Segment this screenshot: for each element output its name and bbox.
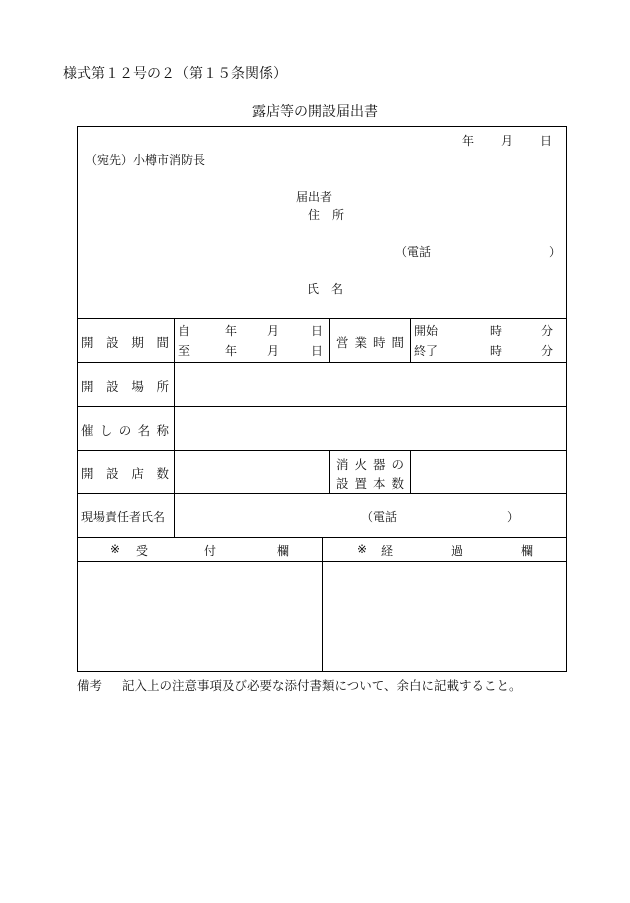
remarks [77, 676, 522, 694]
hours-end-label: 終了 [414, 344, 439, 358]
event-name-label: 催 し の 名 称 [81, 423, 169, 438]
period-to-prefix: 至 [178, 344, 191, 358]
address-label: 住 所 [308, 208, 345, 222]
reception-header-2: 付 [204, 544, 217, 558]
period-from-day: 日 [311, 324, 324, 338]
applicant-label: 届出者 [296, 190, 333, 204]
period-to-day: 日 [311, 344, 324, 358]
manager-phone-close: ） [507, 510, 520, 524]
date-month: 月 [501, 134, 514, 148]
divider-line [410, 450, 411, 493]
progress-header-3: 欄 [521, 544, 534, 558]
name-label: 氏 名 [307, 282, 344, 296]
stores-count-label: 開 設 店 数 [81, 466, 169, 481]
form-number: 様式第１２号の２（第１５条関係） [63, 66, 287, 82]
period-from-month: 月 [267, 324, 280, 338]
date-year: 年 [462, 134, 475, 148]
divider-line [77, 362, 567, 363]
hours-end-hour: 時 [490, 344, 503, 358]
period-from-prefix: 自 [178, 324, 191, 338]
phone-open: （電話 [395, 245, 432, 259]
period-to-year: 年 [225, 344, 238, 358]
phone-close: ） [549, 245, 562, 259]
progress-header-2: 過 [451, 544, 464, 558]
divider-line [77, 450, 567, 451]
extinguisher-label-line1: 消 火 器 の [336, 457, 404, 472]
period-from-year: 年 [225, 324, 238, 338]
divider-line [77, 493, 567, 494]
divider-line [322, 537, 323, 672]
hours-label: 営 業 時 間 [336, 335, 404, 350]
document-title: 露店等の開設届出書 [252, 104, 378, 120]
manager-label: 現場責任者氏名 [81, 510, 166, 524]
remarks-text: 記入上の注意事項及び必要な添付書類について、余白に記載すること。 [121, 678, 522, 693]
divider-line [77, 318, 567, 319]
hours-start-minute: 分 [541, 324, 554, 338]
extinguisher-label-line2: 設 置 本 数 [336, 476, 404, 491]
period-to-month: 月 [267, 344, 280, 358]
period-label: 開 設 期 間 [81, 335, 169, 350]
remarks-label: 備考 [77, 678, 103, 693]
hours-start-hour: 時 [490, 324, 503, 338]
reception-header-1: 受 [136, 544, 149, 558]
divider-line [77, 406, 567, 407]
hours-start-label: 開始 [414, 324, 439, 338]
progress-mark: ※ [357, 542, 368, 556]
manager-phone-open: （電話 [361, 510, 398, 524]
divider-line [329, 318, 330, 362]
place-label: 開 設 場 所 [81, 379, 169, 394]
reception-mark: ※ [110, 542, 121, 556]
divider-line [174, 318, 175, 537]
addressee: （宛先）小樽市消防長 [85, 153, 206, 167]
divider-line [410, 318, 411, 362]
hours-end-minute: 分 [541, 344, 554, 358]
date-day: 日 [540, 134, 553, 148]
progress-header-1: 経 [381, 544, 394, 558]
reception-header-3: 欄 [277, 544, 290, 558]
divider-line [329, 450, 330, 493]
